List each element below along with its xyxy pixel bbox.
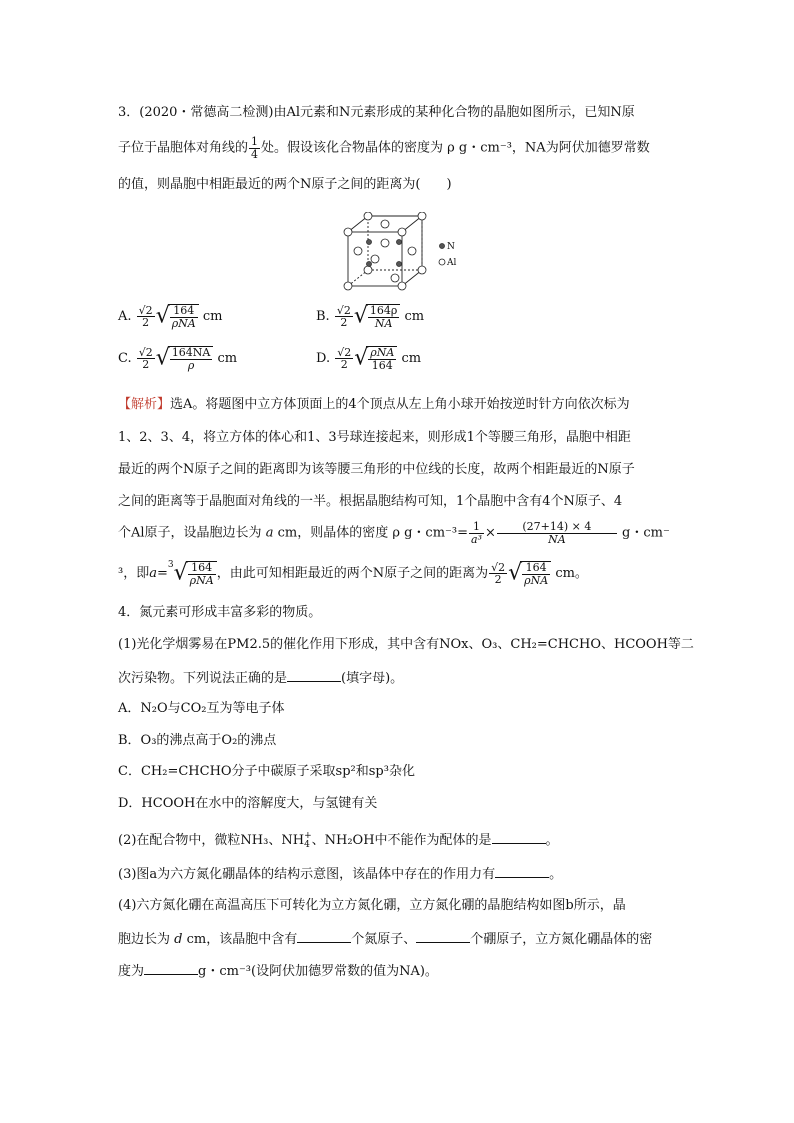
- option-d-label: D.: [316, 351, 331, 367]
- rad-den: ρNA: [171, 316, 196, 330]
- option-c-label: C.: [118, 351, 132, 367]
- frac-num: 1: [473, 520, 480, 533]
- density-frac-2: [497, 521, 617, 545]
- option-c-radical: √ $\frac{164NA}{\rho}$: [156, 346, 214, 371]
- q4-p2-tail: 。: [545, 833, 559, 848]
- q4-p4-text-3: 个氮原子、: [351, 932, 417, 947]
- analysis-line1: [118, 398, 630, 411]
- option-b-label: B.: [316, 309, 330, 325]
- distance-radical: √ $\frac{164}{\text{ρNA}}$: [508, 561, 551, 586]
- q4-p1-text: 次污染物。下列说法正确的是: [118, 671, 288, 686]
- option-c-unit: cm: [217, 351, 238, 367]
- q4-option-c[interactable]: C．CH₂=CHCHO分子中碳原子采取sp²和sp³杂化: [118, 764, 415, 779]
- analysis-tag: 【解析】: [118, 397, 171, 412]
- option-c-coef: [137, 347, 155, 371]
- root-index: 3: [167, 560, 174, 571]
- rad-den: ρNA: [524, 573, 549, 587]
- q3-line3: 的值，则晶胞中相距最近的两个N原子之间的距离为( ): [118, 177, 452, 192]
- rad-num: 164: [173, 304, 195, 317]
- analysis-text-6b: ，由此可知相距最近的两个N原子之间的距离为: [216, 566, 489, 582]
- coef-den: 2: [335, 316, 353, 329]
- q4-option-d[interactable]: D．HCOOH在水中的溶解度大，与氢键有关: [118, 796, 378, 811]
- q3-line2-text-b: 处。假设该化合物晶体的密度为 ρ g・cm⁻³，NA为阿伏加德罗常数: [261, 140, 650, 156]
- crystal-cell-figure: [342, 212, 472, 294]
- option-a[interactable]: [118, 304, 223, 329]
- analysis-text-1: 选A。将题图中立方体顶面上的4个顶点从左上角小球开始按逆时针方向依次标为: [170, 397, 630, 412]
- density-frac-1: [469, 521, 484, 545]
- option-b-coef: [335, 305, 353, 329]
- legend-n-label: N: [447, 242, 455, 252]
- q4-p2-text-a: (2)在配合物中，微粒NH₃、NH: [118, 833, 305, 848]
- frac-den: a³: [471, 532, 482, 546]
- coef-den: 2: [137, 316, 155, 329]
- q4-p1-line1: (1)光化学烟雾易在PM2.5的催化作用下形成，其中含有NOx、O₃、CH₂=CHCHO、HCOOH等二: [118, 637, 694, 652]
- option-d-coef: [335, 347, 353, 371]
- rad-den: NA: [368, 317, 399, 330]
- var-a: a: [265, 525, 274, 541]
- coef-den: 2: [335, 358, 353, 371]
- analysis-line2: 1、2、3、4，将立方体的体心和1、3号球连接起来，则形成1个等腰三角形，晶胞中相距: [118, 430, 631, 445]
- rad-num: ρNA: [370, 346, 395, 359]
- q3-line2-text-a: 子位于晶胞体对角线的: [118, 140, 249, 156]
- q4-p4-text-2: cm，该晶胞中含有: [186, 932, 298, 947]
- coef-den: 2: [489, 573, 507, 586]
- frac-num: (27+14) × 4: [522, 520, 592, 533]
- option-b-radical: √ $\frac{164\rho}{NA}$: [354, 304, 401, 329]
- q4-p3-text: (3)图a为六方氮化硼晶体的结构示意图，该晶体中存在的作用力有: [118, 867, 496, 882]
- option-d[interactable]: [316, 346, 421, 371]
- q3-line1: 3．(2020・常德高二检测)由Al元素和N元素形成的某种化合物的晶胞如图所示，已知N原: [118, 105, 635, 120]
- q4-p4-text-6: g・cm⁻³(设阿伏加德罗常数的值为NA)。: [198, 964, 438, 979]
- frac-den: 4: [251, 147, 259, 161]
- analysis-line6: [118, 561, 588, 586]
- option-d-radical: √ $\frac{\text{ρNA}}{164}$: [354, 346, 397, 371]
- rad-den: ρNA: [189, 573, 214, 587]
- q4-option-a[interactable]: A．N₂O与CO₂互为等电子体: [118, 701, 285, 716]
- rad-num: 164NA: [171, 346, 211, 359]
- distance-coef: [489, 562, 507, 586]
- analysis-text-6a: ³，即: [118, 566, 150, 582]
- option-a-label: A.: [118, 309, 132, 325]
- coef-num: √2: [336, 303, 351, 317]
- legend-n-marker: [439, 243, 444, 248]
- rad-num: 164: [525, 561, 547, 574]
- answer-blank-2[interactable]: [492, 831, 546, 844]
- coef-num: √2: [138, 303, 153, 317]
- rad-den: 164: [368, 359, 396, 372]
- analysis-text-5c: g・cm⁻: [622, 525, 670, 541]
- q4-p3-tail: 。: [549, 867, 563, 882]
- al-atoms: [344, 212, 426, 290]
- rad-den: ρ: [170, 359, 213, 372]
- q4-option-b[interactable]: B．O₃的沸点高于O₂的沸点: [118, 733, 277, 748]
- analysis-line5: [118, 521, 670, 545]
- analysis-line3: 最近的两个N原子之间的距离即为该等腰三角形的中位线的长度，故两个相距最近的N原子: [118, 462, 635, 477]
- analysis-text-6c: cm。: [555, 566, 588, 582]
- var-a: a: [149, 566, 157, 582]
- q4-title: 4．氮元素可形成丰富多彩的物质。: [118, 605, 322, 620]
- analysis-line4: 之间的距离等于晶胞面对角线的一半。根据晶胞结构可知，1个晶胞中含有4个N原子、4: [118, 494, 623, 509]
- var-d: d: [174, 932, 183, 947]
- q4-p4-line2: [118, 930, 652, 946]
- coef-num: √2: [491, 560, 506, 574]
- cube-root: $^3$√ $\frac{164}{\text{ρNA}}$: [168, 561, 217, 586]
- option-a-coef: [137, 305, 155, 329]
- answer-blank-1[interactable]: [287, 669, 341, 682]
- q4-p4-text-5: 度为: [118, 964, 145, 979]
- q4-p4-line3: [118, 962, 438, 978]
- q3-line2: [118, 136, 650, 160]
- option-d-unit: cm: [401, 351, 422, 367]
- analysis-text-5b: cm，则晶体的密度 ρ g・cm⁻³=: [277, 525, 469, 541]
- rad-num: 164: [191, 561, 213, 574]
- q4-p2-text-b: 、NH₂OH中不能作为配体的是: [311, 833, 492, 848]
- coef-num: √2: [337, 345, 352, 359]
- option-c[interactable]: [118, 346, 237, 371]
- ion-charge: +: [304, 830, 312, 841]
- q4-p3: [118, 865, 562, 881]
- q4-p2: [118, 831, 559, 850]
- q4-p4-text-1: 胞边长为: [118, 932, 171, 947]
- q4-p4-line1: (4)六方氮化硼在高温高压下可转化为立方氮化硼，立方氮化硼的晶胞结构如图b所示，晶: [118, 898, 626, 913]
- answer-blank-6[interactable]: [144, 962, 198, 975]
- option-b[interactable]: [316, 304, 424, 329]
- equals-sign: =: [156, 566, 168, 582]
- legend-al-marker: [439, 259, 445, 265]
- ion-subscript: 4: [304, 839, 310, 850]
- frac-num: 1: [251, 135, 259, 148]
- analysis-text-5a: 个Al原子，设晶胞边长为: [118, 525, 262, 541]
- q4-p1-line2: [118, 669, 403, 685]
- answer-blank-4[interactable]: [297, 930, 351, 943]
- legend-al-label: Al: [447, 258, 457, 268]
- times-sign: ×: [484, 525, 496, 541]
- frac-den: NA: [497, 533, 617, 546]
- q3-quarter-fraction: [249, 136, 260, 160]
- answer-blank-3[interactable]: [495, 865, 549, 878]
- coef-den: 2: [137, 358, 155, 371]
- option-a-radical: √ $\frac{164}{\text{ρNA}}$: [156, 304, 199, 329]
- q4-p4-text-4: 个硼原子，立方氮化硼晶体的密: [470, 932, 653, 947]
- answer-blank-5[interactable]: [416, 930, 470, 943]
- q4-p1-tail: (填字母)。: [341, 671, 404, 686]
- coef-num: √2: [138, 345, 153, 359]
- option-a-unit: cm: [202, 309, 223, 325]
- option-b-unit: cm: [404, 309, 425, 325]
- rad-num: 164ρ: [369, 304, 398, 317]
